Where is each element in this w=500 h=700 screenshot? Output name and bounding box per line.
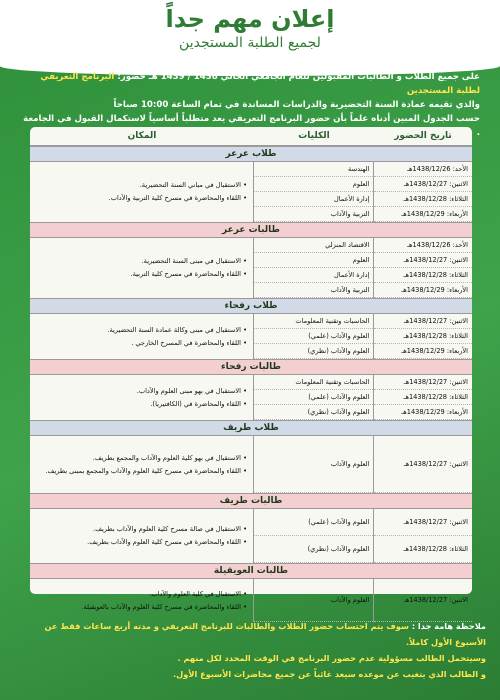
note-1: سوف يتم احتساب حضور الطلاب والطالبات للبرنامج التعريفي و مدته أربع ساعات فقط عن الأسبوع الأول كاملاً. — [44, 621, 486, 647]
schedule-section — [30, 298, 472, 359]
college-cell: التربية والآداب — [254, 207, 373, 222]
college-cell: العلوم والآداب (علمي) — [254, 390, 373, 405]
date-cell: الاثنين: 1438/12/27هـ — [374, 509, 472, 536]
place-item: • الاستقبال في بهو مبنى العلوم والآداب. — [30, 385, 253, 398]
college-cell: التربية والآداب — [254, 283, 373, 298]
date-column — [373, 162, 472, 222]
date-cell: الاثنين: 1438/12/27هـ — [374, 177, 472, 192]
table-sections — [30, 146, 472, 622]
place-item: • الاستقبال في صالة مسرح كلية العلوم والآداب بطريف. — [30, 523, 253, 536]
place-item: • الاستقبال في مباني السنة التحضيرية. — [30, 179, 253, 192]
schedule-table — [30, 127, 472, 611]
section-title: طالبات العويقيلة — [30, 563, 472, 579]
note-label: ملاحظة هامة جدا : — [411, 621, 486, 631]
section-body — [30, 375, 472, 420]
place-item: • اللقاء والمحاضرة في مسرح كلية التربية والآداب. — [30, 192, 253, 205]
college-cell: العلوم والآداب (علمي) — [254, 509, 373, 536]
date-column — [373, 375, 472, 420]
date-column — [373, 314, 472, 359]
header-banner — [0, 0, 500, 64]
college-cell: العلوم والآداب — [254, 436, 373, 493]
place-item: • الاستقبال في مبنى السنة التحضيرية. — [30, 255, 253, 268]
date-cell: الأربعاء: 1438/12/29هـ — [374, 405, 472, 420]
schedule-section — [30, 359, 472, 420]
date-cell: الاثنين: 1438/12/27هـ — [374, 436, 472, 493]
section-title: طالبات عرعر — [30, 222, 472, 238]
place-item: • الاستقبال في مبنى وكالة عمادة السنة التحضيرية. — [30, 324, 253, 337]
header-college: الكليات — [298, 131, 330, 141]
section-body — [30, 314, 472, 359]
college-column — [253, 509, 373, 563]
section-title: طلاب طريف — [30, 420, 472, 436]
place-item: • اللقاء والمحاضرة في مسرح كلية العلوم والآداب بطريف. — [30, 536, 253, 549]
college-column — [253, 436, 373, 493]
college-cell: العلوم — [254, 253, 373, 268]
schedule-section — [30, 493, 472, 563]
header-date: تاريخ الحضور — [394, 131, 452, 141]
college-cell: العلوم والآداب — [254, 579, 373, 622]
schedule-section — [30, 420, 472, 493]
header-place: المكان — [127, 131, 157, 141]
place-column — [30, 375, 253, 420]
place-item: • اللقاء والمحاضرة في مسرح كلية التربية. — [30, 268, 253, 281]
college-cell: الحاسبات وتقنية المعلومات — [254, 314, 373, 329]
date-cell: الأحد: 1438/12/26هـ — [374, 162, 472, 177]
section-title: طالبات طريف — [30, 493, 472, 509]
date-column — [373, 579, 472, 622]
date-cell: الثلاثاء: 1438/12/28هـ — [374, 390, 472, 405]
date-column — [373, 238, 472, 298]
notes — [14, 618, 486, 682]
date-cell: الثلاثاء: 1438/12/28هـ — [374, 536, 472, 563]
section-body — [30, 162, 472, 222]
date-column — [373, 436, 472, 493]
college-column — [253, 162, 373, 222]
college-cell: العلوم والآداب (علمي) — [254, 329, 373, 344]
college-column — [253, 314, 373, 359]
section-body — [30, 509, 472, 563]
intro-line3: حسب الجدول المبين أدناه علماً بأن حضور البرنامج التعريفي يعد متطلباً أساسياً لاستكمال القبول في الجامعة . — [23, 114, 480, 138]
intro-line1b: البرنامج التعريفي لطلبة المستجدين — [40, 72, 480, 96]
place-item: • اللقاء والمحاضرة في (الكافتيريا). — [30, 398, 253, 411]
schedule-section — [30, 563, 472, 622]
place-column — [30, 436, 253, 493]
note-2: وسيتحمل الطالب مسؤولية عدم حضور البرنامج في الوقت المحدد لكل منهم . — [177, 653, 486, 663]
note-3: و الطالب الذي يتغيب عن موعده سيعد غائباً عن جميع محاضرات الأسبوع الأول. — [173, 669, 486, 679]
date-cell: الاثنين: 1438/12/27هـ — [374, 375, 472, 390]
college-cell: إدارة الأعمال — [254, 268, 373, 283]
section-title: طلاب عرعر — [30, 146, 472, 162]
date-cell: الثلاثاء: 1438/12/28هـ — [374, 192, 472, 207]
place-column — [30, 314, 253, 359]
place-item: • اللقاء والمحاضرة في مسرح كلية العلوم والآداب والمجمع بمبنى بطريف. — [30, 465, 253, 478]
date-cell: الثلاثاء: 1438/12/28هـ — [374, 268, 472, 283]
date-cell: الثلاثاء: 1438/12/28هـ — [374, 329, 472, 344]
schedule-section — [30, 146, 472, 222]
date-cell: الاثنين: 1438/12/27هـ — [374, 253, 472, 268]
date-cell: الأربعاء: 1438/12/29هـ — [374, 207, 472, 222]
section-body — [30, 238, 472, 298]
intro-line1a: على جميع الطلاب و الطالبات المقبولين للعام الجامعي الحالي 1438 / 1439 هـ حضور: — [117, 72, 480, 82]
date-cell: الأحد: 1438/12/26هـ — [374, 238, 472, 253]
college-cell: العلوم والآداب (نظري) — [254, 536, 373, 563]
date-cell: الأربعاء: 1438/12/29هـ — [374, 283, 472, 298]
college-cell: الهندسة — [254, 162, 373, 177]
college-column — [253, 579, 373, 622]
place-column — [30, 509, 253, 563]
college-cell: العلوم — [254, 177, 373, 192]
place-column — [30, 579, 253, 622]
place-item: • اللقاء والمحاضرة في المسرح الخارجي . — [30, 337, 253, 350]
section-body — [30, 436, 472, 493]
date-cell: الاثنين: 1438/12/27هـ — [374, 579, 472, 622]
intro-line2: والذي تقيمه عمادة السنة التحضيرية والدراسات المساندة في تمام الساعة 10:00 صباحاً — [113, 100, 480, 110]
college-cell: العلوم والآداب (نظري) — [254, 405, 373, 420]
college-cell: الحاسبات وتقنية المعلومات — [254, 375, 373, 390]
section-title: طلاب رفحاء — [30, 298, 472, 314]
place-item: • اللقاء والمحاضرة في مسرح كلية العلوم والآداب بالعويقيلة. — [30, 601, 253, 614]
place-item: • الاستقبال في كلية العلوم والآداب. — [30, 588, 253, 601]
page-title: إعلان مهم جداً — [165, 5, 335, 33]
page-subtitle: لجميع الطلبة المستجدين — [179, 35, 321, 51]
college-cell: الاقتصاد المنزلي — [254, 238, 373, 253]
date-cell: الأربعاء: 1438/12/29هـ — [374, 344, 472, 359]
college-column — [253, 238, 373, 298]
date-cell: الاثنين: 1438/12/27هـ — [374, 314, 472, 329]
college-cell: إدارة الأعمال — [254, 192, 373, 207]
college-column — [253, 375, 373, 420]
schedule-section — [30, 222, 472, 298]
place-column — [30, 162, 253, 222]
section-body — [30, 579, 472, 622]
section-title: طالبات رفحاء — [30, 359, 472, 375]
table-header — [30, 127, 472, 146]
college-cell: العلوم والآداب (نظري) — [254, 344, 373, 359]
date-column — [373, 509, 472, 563]
place-column — [30, 238, 253, 298]
place-item: • الاستقبال في بهو كلية العلوم والآداب والمجمع بطريف. — [30, 452, 253, 465]
